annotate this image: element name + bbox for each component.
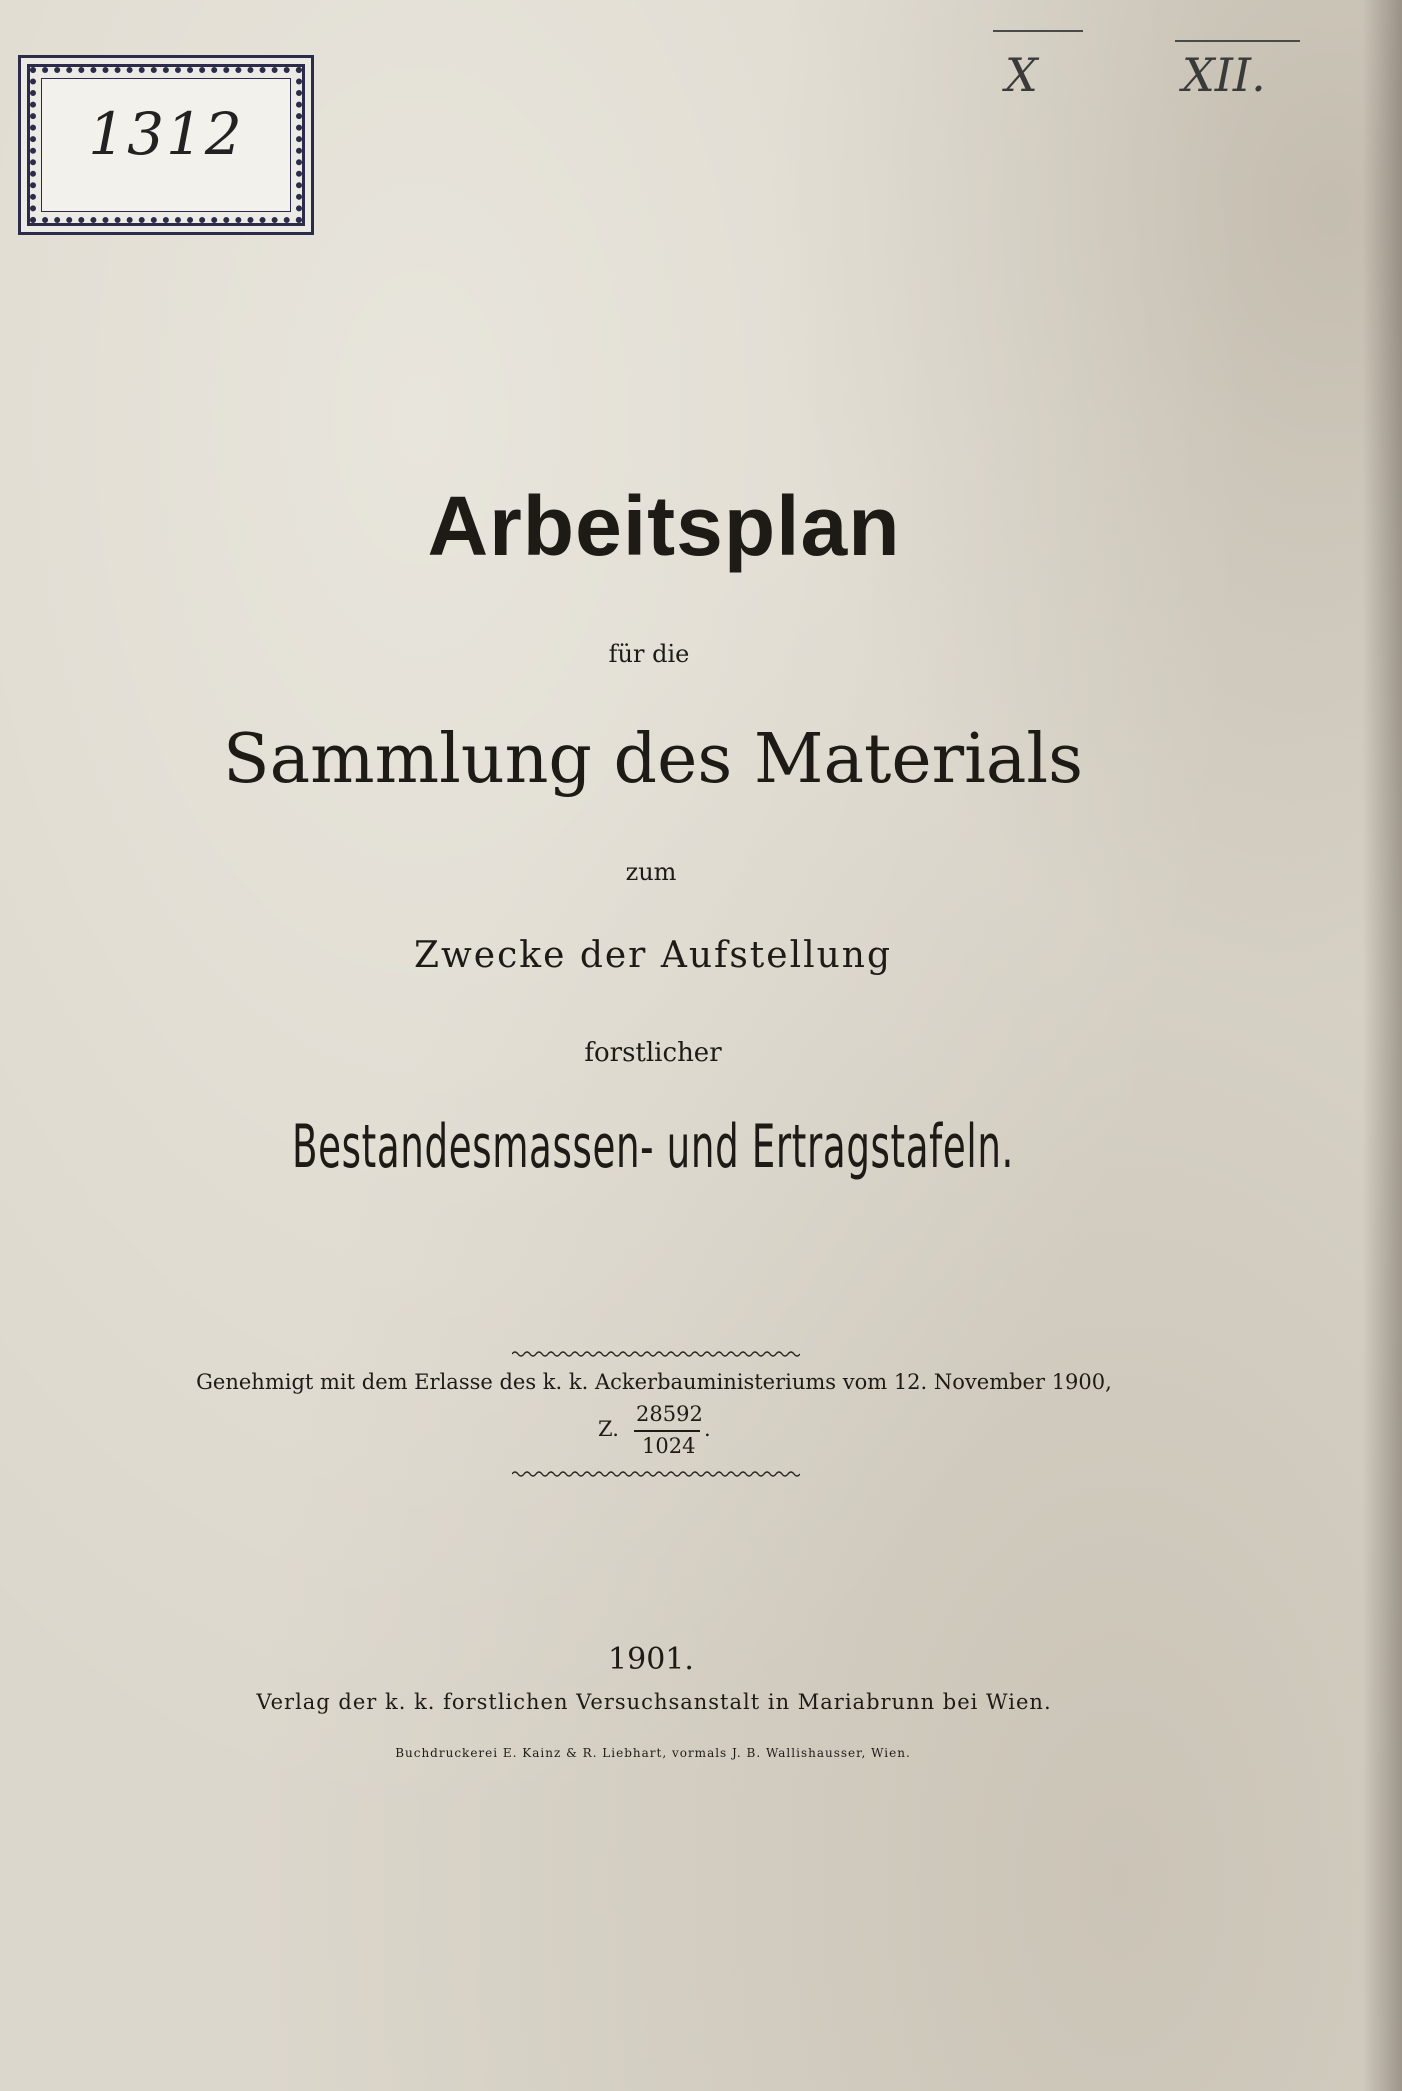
label-number: 1312 bbox=[88, 100, 244, 168]
printer-line: Buchdruckerei E. Kainz & R. Liebhart, vormals J. B. Wallishausser, Wien. bbox=[395, 1746, 911, 1760]
shelf-mark-overline-left bbox=[993, 30, 1083, 32]
decree-denominator: 1024 bbox=[642, 1434, 696, 1458]
cover-line-forstlicher: forstlicher bbox=[584, 1038, 722, 1068]
cover-line-bestandesmassen: Bestandesmassen- und Ertragstafeln. bbox=[291, 1112, 1014, 1182]
cover-line-fuer-die: für die bbox=[608, 640, 690, 668]
cover-title: Arbeitsplan bbox=[427, 479, 901, 573]
shelf-mark-left: X bbox=[1005, 48, 1038, 102]
approval-line: Genehmigt mit dem Erlasse des k. k. Ackerbauministeriums vom 12. November 1900, bbox=[196, 1370, 1112, 1394]
cover-line-sammlung: Sammlung des Materials bbox=[222, 720, 1084, 799]
publication-year: 1901. bbox=[608, 1642, 694, 1677]
cover-line-zum: zum bbox=[625, 858, 677, 886]
ornamental-rule-top bbox=[512, 1350, 800, 1358]
fraction-bar bbox=[634, 1430, 700, 1432]
cover-line-zwecke: Zwecke der Aufstellung bbox=[413, 935, 893, 976]
decree-numerator: 28592 bbox=[636, 1402, 703, 1426]
decree-suffix: . bbox=[704, 1417, 711, 1441]
library-label bbox=[18, 55, 314, 235]
shelf-mark-right: XII. bbox=[1182, 48, 1266, 102]
publisher-line: Verlag der k. k. forstlichen Versuchsanstalt in Mariabrunn bei Wien. bbox=[256, 1690, 1052, 1714]
shelf-mark-overline-right bbox=[1175, 40, 1300, 42]
decree-prefix: Z. bbox=[598, 1417, 619, 1441]
ornamental-rule-bottom bbox=[512, 1470, 800, 1478]
